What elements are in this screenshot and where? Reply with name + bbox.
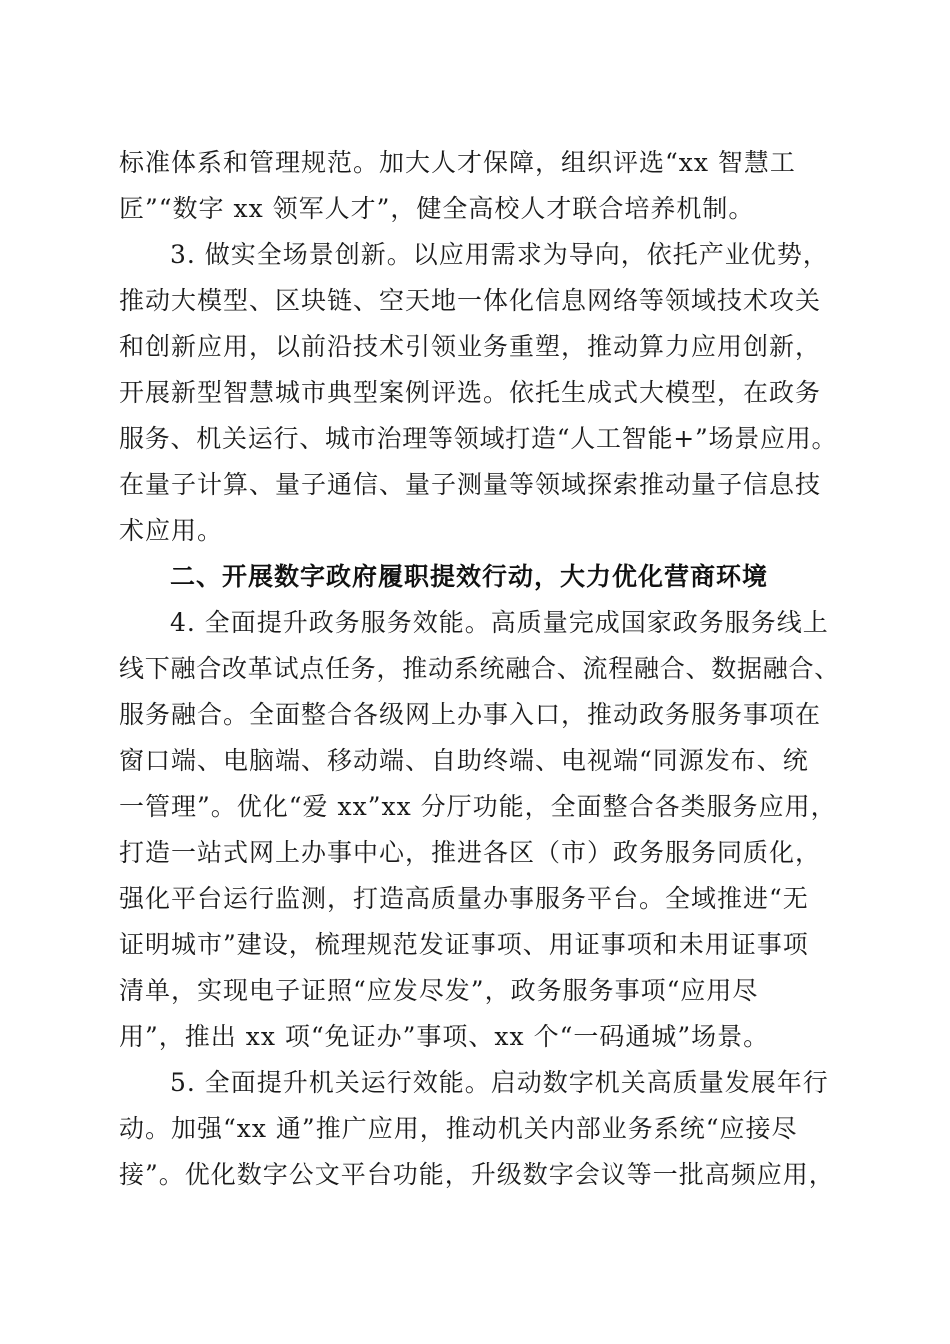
- text-line: 清单，实现电子证照“应发尽发”，政务服务事项“应用尽: [119, 976, 759, 1005]
- text-line: 开展新型智慧城市典型案例评选。依托生成式大模型，在政务: [119, 378, 822, 407]
- text-line: 接”。优化数字公文平台功能，升级数字会议等一批高频应用，: [119, 1160, 835, 1189]
- text-line: 在量子计算、量子通信、量子测量等领域探索推动量子信息技: [119, 470, 822, 499]
- paragraph-start-line: 4. 全面提升政务服务效能。高质量完成国家政务服务线上: [170, 608, 829, 637]
- text-line: 和创新应用，以前沿技术引领业务重塑，推动算力应用创新，: [119, 332, 822, 361]
- text-line: 推动大模型、区块链、空天地一体化信息网络等领域技术攻关: [119, 286, 822, 315]
- text-line: 服务、机关运行、城市治理等领域打造“人工智能+”场景应用。: [119, 424, 838, 453]
- text-line: 一管理”。优化“爱 xx”xx 分厅功能，全面整合各类服务应用，: [119, 792, 837, 821]
- text-line: 证明城市”建设，梳理规范发证事项、用证事项和未用证事项: [119, 930, 809, 959]
- text-line: 强化平台运行监测，打造高质量办事服务平台。全域推进“无: [119, 884, 809, 913]
- text-line: 线下融合改革试点任务，推动系统融合、流程融合、数据融合、: [119, 654, 841, 683]
- text-line: 窗口端、电脑端、移动端、自助终端、电视端“同源发布、统: [119, 746, 809, 775]
- text-line: 匠”“数字 xx 领军人才”，健全高校人才联合培养机制。: [119, 194, 755, 223]
- section-heading: 二、开展数字政府履职提效行动，大力优化营商环境: [170, 562, 769, 591]
- paragraph-start-line: 5. 全面提升机关运行效能。启动数字机关高质量发展年行: [170, 1068, 829, 1097]
- paragraph-start-line: 3. 做实全场景创新。以应用需求为导向，依托产业优势，: [170, 240, 829, 269]
- text-line: 术应用。: [119, 516, 224, 545]
- text-line: 动。加强“xx 通”推广应用，推动机关内部业务系统“应接尽: [119, 1114, 798, 1143]
- text-line: 标准体系和管理规范。加大人才保障，组织评选“xx 智慧工: [119, 148, 796, 177]
- text-line: 用”，推出 xx 项“免证办”事项、xx 个“一码通城”场景。: [119, 1022, 770, 1051]
- text-line: 打造一站式网上办事中心，推进各区（市）政务服务同质化，: [119, 838, 822, 867]
- text-line: 服务融合。全面整合各级网上办事入口，推动政务服务事项在: [119, 700, 822, 729]
